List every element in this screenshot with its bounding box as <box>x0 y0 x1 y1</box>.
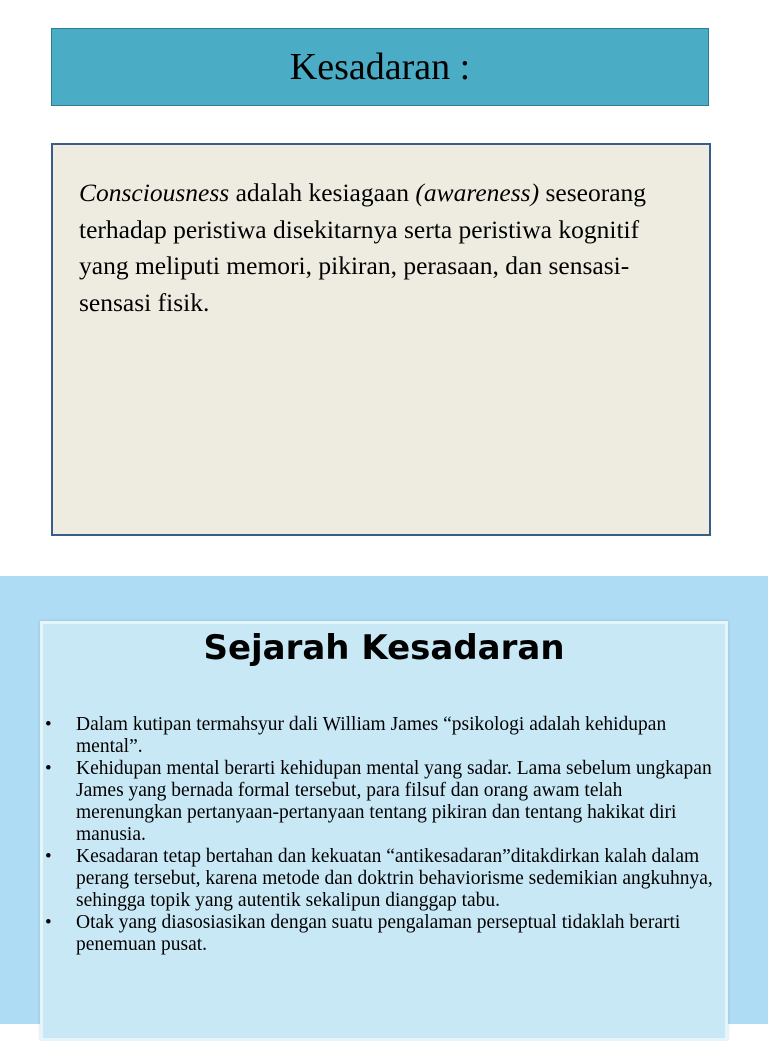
bullet-text: Kehidupan mental berarti kehidupan mental yang sadar. Lama sebelum ungkapan James yang bernada formal tersebut, para filsuf dan orang awam telah merenungkan pertanyaan-pertanyaan tentang pikiran dan tentang hakikat diri manusia. <box>76 758 712 845</box>
list-item <box>43 714 725 758</box>
bullet-list <box>43 714 725 956</box>
bullet-icon: • <box>45 714 52 735</box>
slide-title: Kesadaran : <box>289 46 471 88</box>
content-panel <box>40 621 728 1041</box>
definition-part2: seseorang terhadap peristiwa disekitarnya serta peristiwa kognitif yang meliputi memori, pikiran, perasaan, dan sensasi-sensasi fisik. <box>79 178 647 317</box>
definition-box <box>51 143 711 536</box>
slide-sejarah-kesadaran <box>0 576 768 1024</box>
title-banner <box>51 28 709 106</box>
definition-text <box>79 175 683 321</box>
bullet-icon: • <box>45 912 52 933</box>
term-consciousness: Consciousness <box>79 178 230 207</box>
list-item <box>43 758 725 846</box>
list-item <box>43 912 725 956</box>
bullet-text: Dalam kutipan termahsyur dali William James “psikologi adalah kehidupan mental”. <box>76 714 667 757</box>
bullet-text: Kesadaran tetap bertahan dan kekuatan “antikesadaran”ditakdirkan kalah dalam perang tersebut, karena metode dan doktrin behaviorisme sedemikian angkuhnya, sehingga topik yang autentik sekalipun dianggap tabu. <box>76 846 713 911</box>
list-item <box>43 846 725 912</box>
bullet-icon: • <box>45 758 52 779</box>
bullet-icon: • <box>45 846 52 867</box>
definition-part1: adalah kesiagaan <box>229 178 416 207</box>
bullet-text: Otak yang diasosiasikan dengan suatu pengalaman perseptual tidaklah berarti penemuan pusat. <box>76 912 681 955</box>
panel-title: Sejarah Kesadaran <box>203 628 565 668</box>
term-awareness: (awareness) <box>415 178 540 207</box>
